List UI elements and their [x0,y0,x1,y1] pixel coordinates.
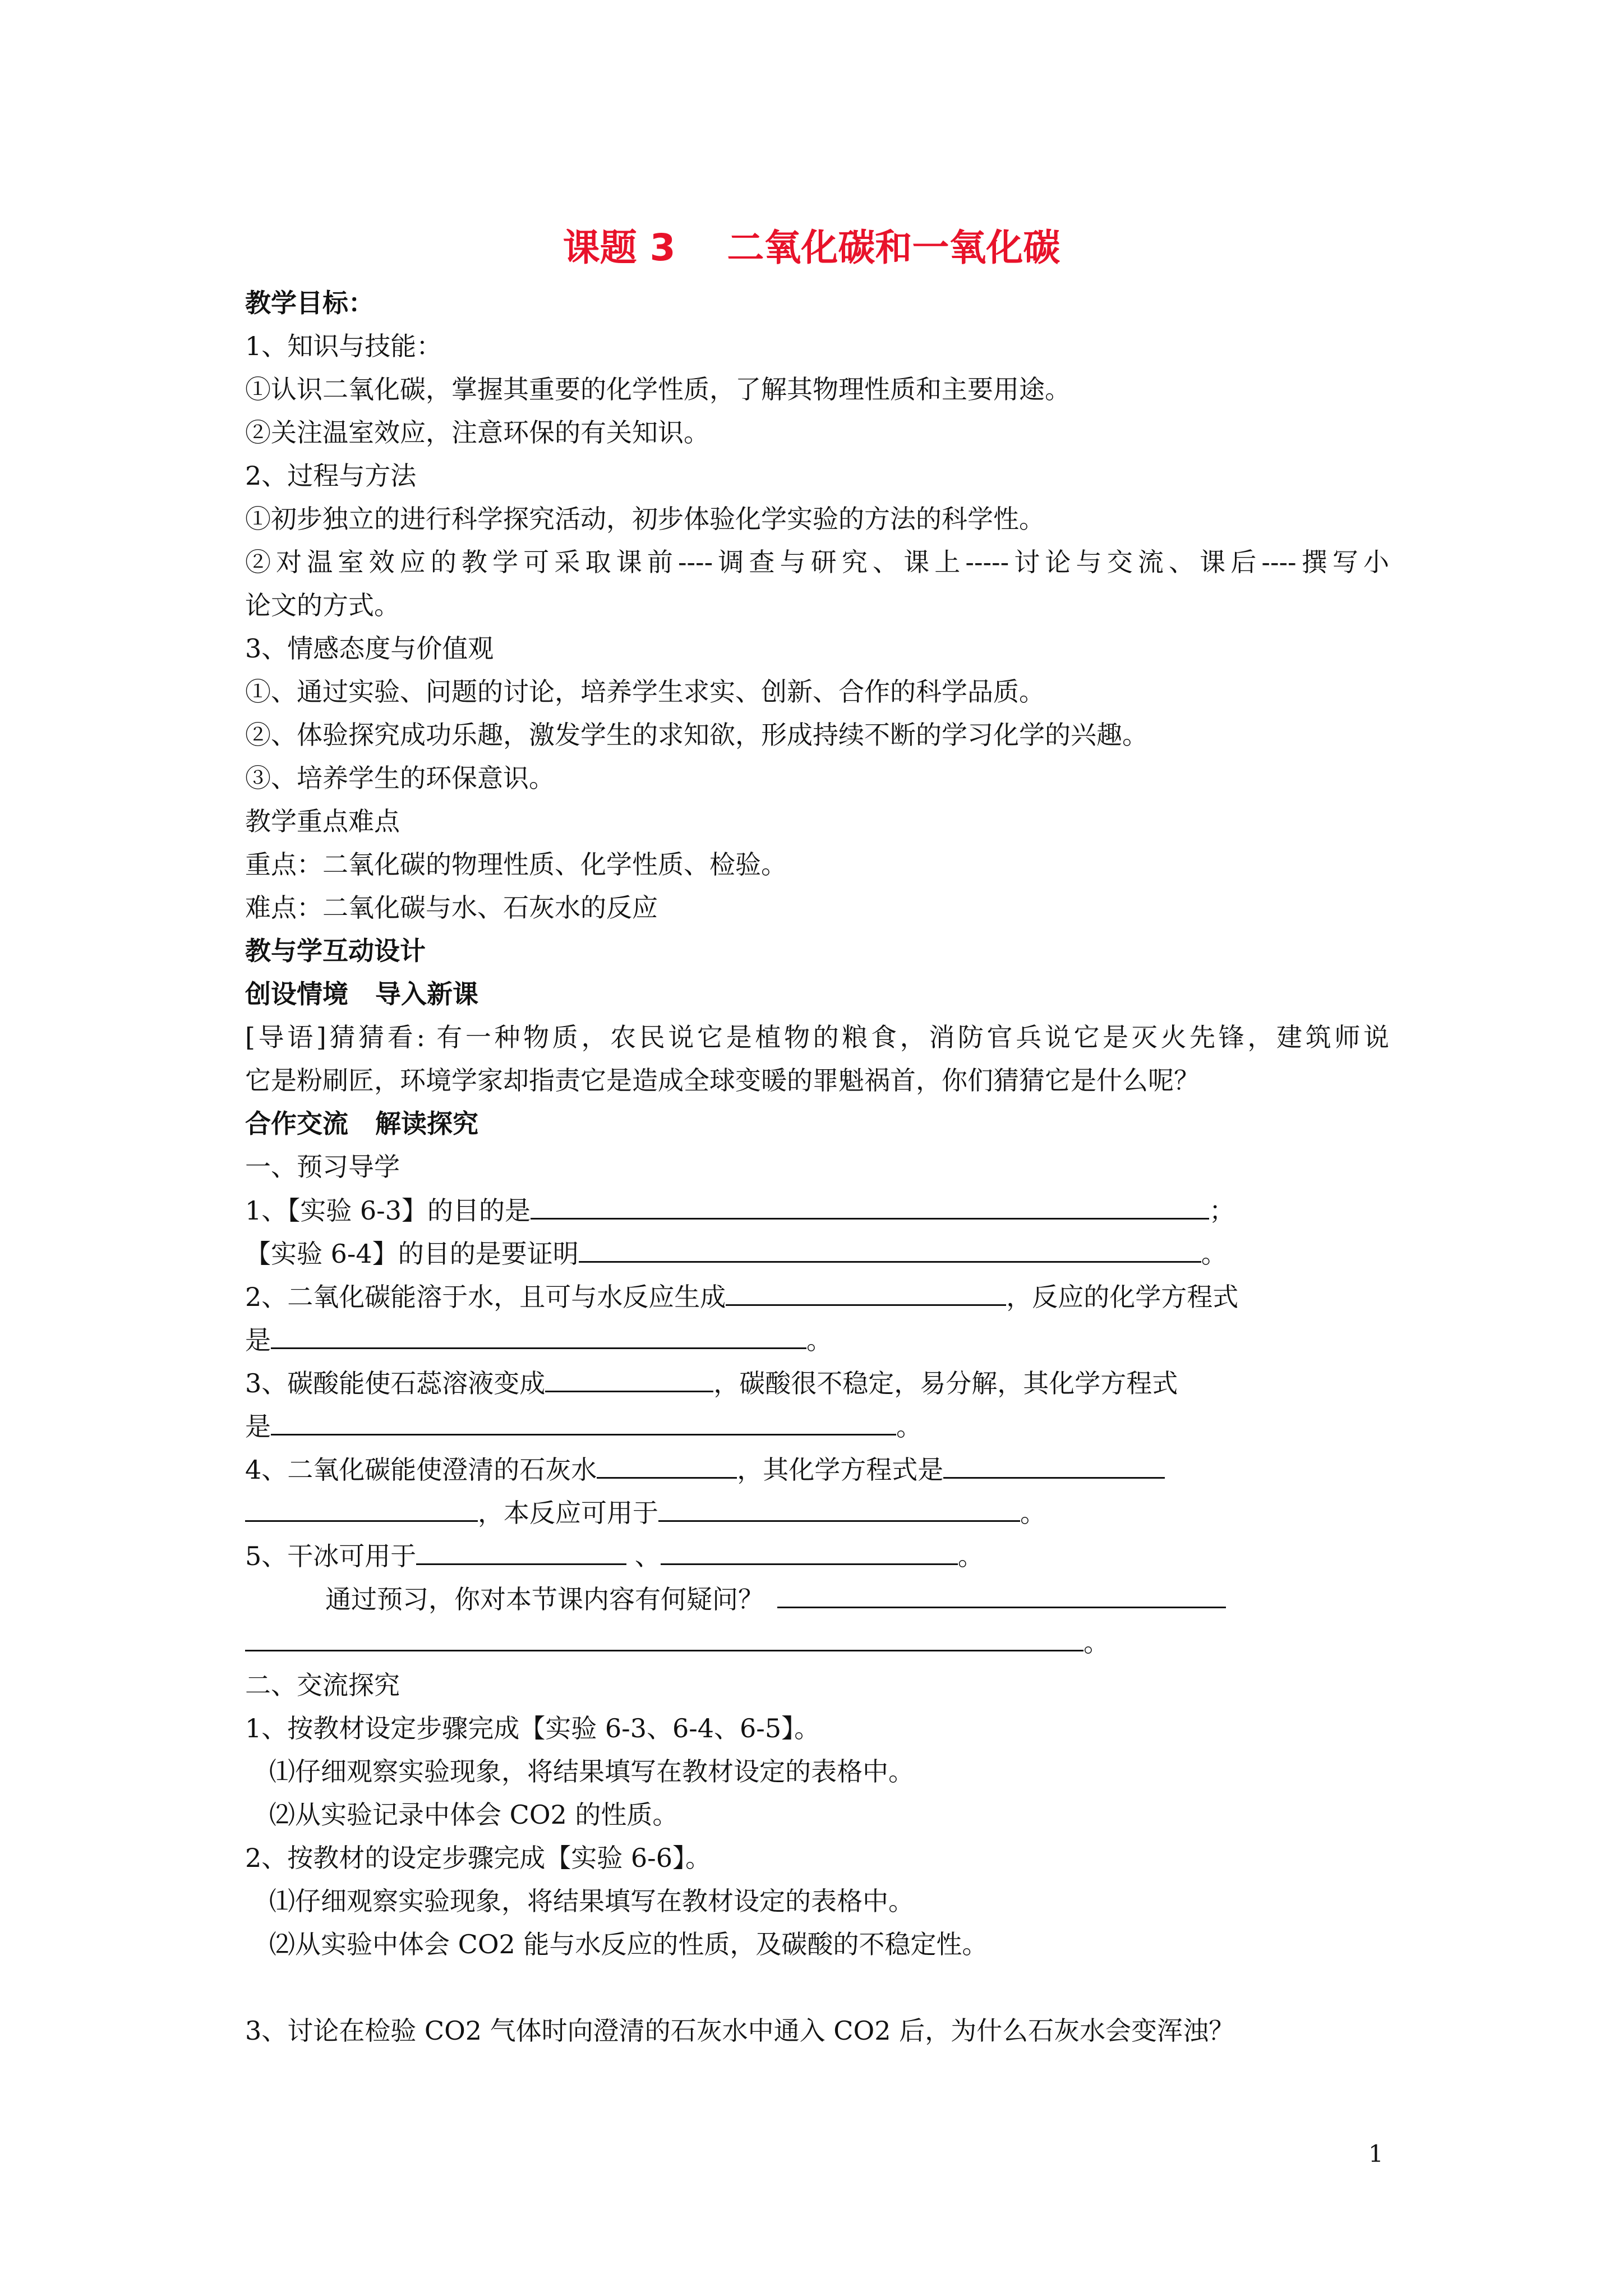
heading-interaction-design: 教与学互动设计 [245,936,426,966]
text-segment: ，本反应可用于 [478,1498,658,1528]
text-segment: ，其化学方程式是 [737,1455,944,1485]
fill-in-line [245,1625,1109,1659]
text-line: 二、交流探究 [245,1670,400,1700]
text-line: ⑵从实验记录中体会 CO2 的性质。 [269,1800,679,1830]
text-segment: ，碳酸很不稳定，易分解，其化学方程式 [713,1368,1178,1398]
answer-blank[interactable] [245,1496,478,1522]
text-segment: 4、二氧化碳能使澄清的石灰水 [245,1455,597,1485]
text-line: ⑴仔细观察实验现象，将结果填写在教材设定的表格中。 [269,1886,914,1916]
answer-blank[interactable] [661,1539,958,1565]
text-line: 1、按教材设定步骤完成【实验 6-3、6-4、6-5】。 [245,1713,820,1743]
fill-in-line [245,1366,1178,1400]
text-segment: 。 [806,1325,832,1355]
text-line: 论文的方式。 [245,590,400,620]
fill-in-line [245,1280,1238,1314]
answer-blank[interactable] [726,1280,1006,1306]
text-segment: 。 [896,1411,922,1442]
fill-in-line [245,1452,1165,1487]
text-segment: 1、【实验 6-3】的目的是 [245,1195,531,1226]
text-segment: 3、碳酸能使石蕊溶液变成 [245,1368,546,1398]
answer-blank[interactable] [545,1366,713,1392]
answer-blank[interactable] [777,1582,1226,1608]
text-line: 一、预习导学 [245,1152,400,1182]
text-line: [导语]猜猜看: 有一种物质，农民说它是植物的粮食，消防官兵说它是灭火先锋，建筑师说 [245,1022,1389,1052]
text-line: 难点：二氧化碳与水、石灰水的反应 [245,892,658,923]
text-segment: 。 [1083,1627,1109,1658]
answer-blank[interactable] [579,1236,1201,1263]
text-segment: 通过预习，你对本节课内容有何疑问？ [325,1584,764,1614]
text-line: ①、通过实验、问题的讨论，培养学生求实、创新、合作的科学品质。 [245,677,1045,707]
fill-in-line [245,1539,984,1573]
text-line: ①认识二氧化碳，掌握其重要的化学性质，了解其物理性质和主要用途。 [245,374,1071,404]
text-line: ②对温室效应的教学可采取课前----调查与研究、课上-----讨论与交流、课后----撰写小 [245,547,1389,577]
answer-blank[interactable] [943,1452,1165,1479]
answer-blank[interactable] [658,1496,1020,1522]
answer-blank[interactable] [245,1625,1083,1651]
fill-in-line [245,1236,1227,1271]
text-segment: 5、干冰可用于 [245,1541,417,1571]
text-line: ②、体验探究成功乐趣，激发学生的求知欲，形成持续不断的学习化学的兴趣。 [245,720,1148,750]
text-segment: 【实验 6-4】的目的是要证明 [245,1239,579,1269]
text-segment: 。 [1020,1498,1046,1528]
text-line: 3、讨论在检验 CO2 气体时向澄清的石灰水中通入 CO2 后，为什么石灰水会变浑浊？ [245,2016,1235,2046]
text-line: 教学重点难点 [245,806,400,836]
page-title: 课题 3 二氧化碳和一氧化碳 [562,226,1061,269]
text-segment: 是 [245,1411,271,1442]
heading-cooperation: 合作交流 解读探究 [245,1108,479,1139]
fill-in-line [325,1582,1226,1616]
text-line: 2、按教材的设定步骤完成【实验 6-6】。 [245,1843,711,1873]
page-number: 1 [1368,2140,1384,2168]
text-line: 它是粉刷匠，环境学家却指责它是造成全球变暖的罪魁祸首，你们猜猜它是什么呢？ [245,1065,1200,1096]
fill-in-line [245,1193,1235,1227]
text-segment: ； [1209,1195,1235,1226]
text-segment: 、 [626,1541,661,1571]
text-segment: 。 [1201,1239,1227,1269]
answer-blank[interactable] [271,1409,896,1435]
answer-blank[interactable] [271,1323,806,1349]
text-line: ⑴仔细观察实验现象，将结果填写在教材设定的表格中。 [269,1756,914,1787]
heading-intro: 创设情境 导入新课 [245,979,479,1009]
answer-blank[interactable] [416,1539,626,1565]
answer-blank[interactable] [531,1193,1209,1220]
text-line: ②关注温室效应，注意环保的有关知识。 [245,417,709,448]
text-segment: 2、二氧化碳能溶于水，且可与水反应生成 [245,1282,726,1312]
heading-objectives: 教学目标： [245,288,374,318]
text-line: 2、过程与方法 [245,461,417,491]
fill-in-line [245,1409,922,1443]
text-line: ①初步独立的进行科学探究活动，初步体验化学实验的方法的科学性。 [245,504,1045,534]
text-segment: 。 [957,1541,984,1571]
text-line: ③、培养学生的环保意识。 [245,763,555,793]
fill-in-line [245,1323,832,1357]
text-segment: ，反应的化学方程式 [1006,1282,1239,1312]
text-line: 重点：二氧化碳的物理性质、化学性质、检验。 [245,849,787,880]
text-segment: 是 [245,1325,271,1355]
text-line: 3、情感态度与价值观 [245,633,494,664]
fill-in-line [245,1496,1046,1530]
text-line: 1、知识与技能： [245,331,442,361]
text-line: ⑵从实验中体会 CO2 能与水反应的性质，及碳酸的不稳定性。 [269,1929,988,1959]
answer-blank[interactable] [597,1452,737,1479]
